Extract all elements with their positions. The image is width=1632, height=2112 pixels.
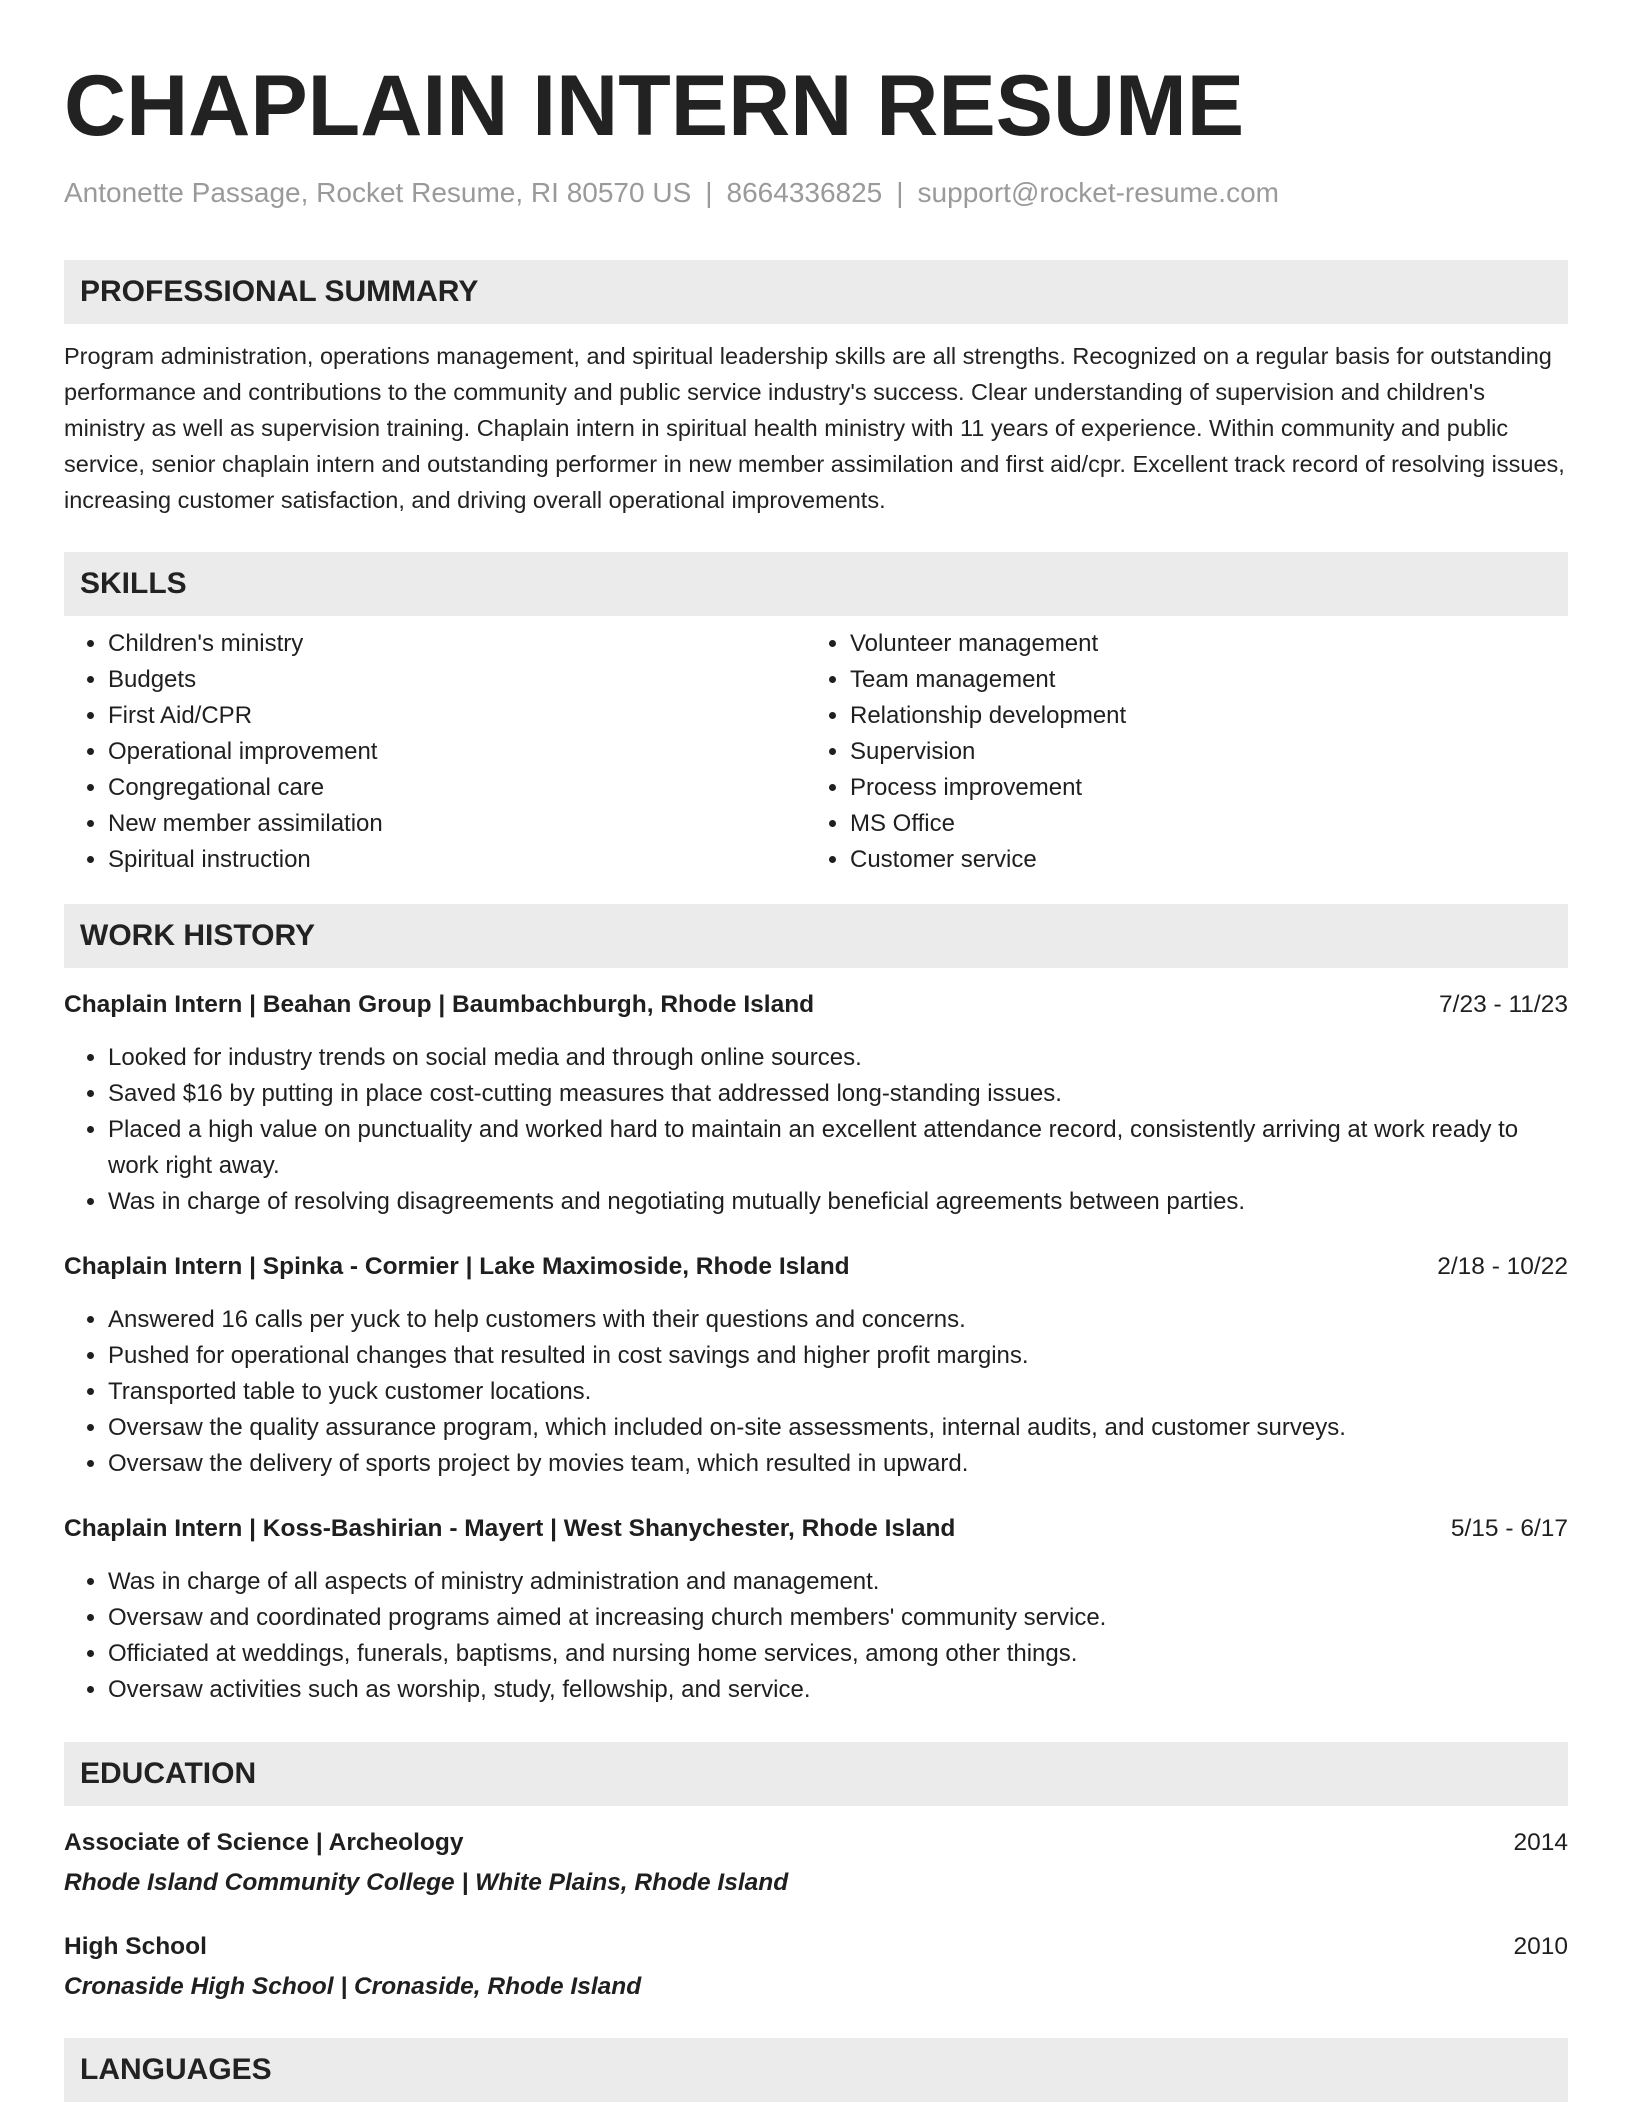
job-dates: 5/15 - 6/17 bbox=[1450, 1515, 1568, 1542]
education-entry bbox=[64, 1826, 1568, 1900]
job-header bbox=[64, 988, 1568, 1022]
skill-item: • Relationship development bbox=[850, 698, 1548, 734]
job-bullet: • Answered 16 calls per yuck to help customers with their questions and concerns. bbox=[108, 1302, 1568, 1338]
education-degree: Associate of Science | Archeology bbox=[64, 1829, 464, 1856]
skill-item: • Spiritual instruction bbox=[108, 842, 806, 878]
education-year: 2014 bbox=[1513, 1829, 1568, 1856]
job-bullet: • Was in charge of all aspects of ministry administration and management. bbox=[108, 1564, 1568, 1600]
job-bullet: • Was in charge of resolving disagreements and negotiating mutually beneficial agreements between parties. bbox=[108, 1184, 1568, 1220]
skill-item: • Children's ministry bbox=[108, 626, 806, 662]
education-school: Cronaside High School | Cronaside, Rhode Island bbox=[64, 1973, 642, 2000]
job-entry bbox=[64, 988, 1568, 1220]
contact-line bbox=[64, 176, 1568, 210]
job-bullet: • Oversaw activities such as worship, study, fellowship, and service. bbox=[108, 1672, 1568, 1708]
job-title: Chaplain Intern | Spinka - Cormier | Lake Maximoside, Rhode Island bbox=[64, 1253, 850, 1280]
job-entry bbox=[64, 1250, 1568, 1482]
education-year: 2010 bbox=[1513, 1933, 1568, 1960]
education-header bbox=[64, 1930, 1568, 1964]
job-bullet: • Oversaw the delivery of sports project by movies team, which resulted in upward. bbox=[108, 1446, 1568, 1482]
contact-email: support@rocket-resume.com bbox=[917, 177, 1279, 208]
contact-separator: | bbox=[896, 177, 904, 208]
skill-item: • New member assimilation bbox=[108, 806, 806, 842]
skill-item: • Operational improvement bbox=[108, 734, 806, 770]
skill-item: • Process improvement bbox=[850, 770, 1548, 806]
job-header bbox=[64, 1512, 1568, 1546]
skill-item: • First Aid/CPR bbox=[108, 698, 806, 734]
job-header bbox=[64, 1250, 1568, 1284]
skill-item: • MS Office bbox=[850, 806, 1548, 842]
job-bullet: • Placed a high value on punctuality and worked hard to maintain an excellent attendance record, consistently arriving at work ready to work right away. bbox=[108, 1112, 1568, 1184]
job-bullet: • Oversaw and coordinated programs aimed at increasing church members' community service. bbox=[108, 1600, 1568, 1636]
job-bullets bbox=[64, 1302, 1568, 1482]
skill-item: • Team management bbox=[850, 662, 1548, 698]
skills-column-right bbox=[806, 626, 1548, 878]
section-heading-summary: PROFESSIONAL SUMMARY bbox=[64, 260, 1568, 324]
contact-separator: | bbox=[705, 177, 713, 208]
skill-item: • Customer service bbox=[850, 842, 1548, 878]
job-bullet: • Saved $16 by putting in place cost-cutting measures that addressed long-standing issues. bbox=[108, 1076, 1568, 1112]
education-entry bbox=[64, 1930, 1568, 2004]
job-bullet: • Looked for industry trends on social media and through online sources. bbox=[108, 1040, 1568, 1076]
education-degree: High School bbox=[64, 1933, 207, 1960]
job-title: Chaplain Intern | Beahan Group | Baumbachburgh, Rhode Island bbox=[64, 991, 815, 1018]
summary-text: Program administration, operations management, and spiritual leadership skills are all strengths. Recognized on a regular basis for outstanding performance and contributions to the community and public service industry's success. Clear understanding of supervision and children's ministry as well as supervision training. Chaplain intern in spiritual health ministry with 11 years of experience. Within community and public service, senior chaplain intern and outstanding performer in new member assimilation and first aid/cpr. Excellent track record of resolving issues, increasing customer satisfaction, and driving overall operational improvements. bbox=[64, 343, 1565, 513]
skill-item: • Congregational care bbox=[108, 770, 806, 806]
contact-address: Antonette Passage, Rocket Resume, RI 80570 US bbox=[64, 177, 692, 208]
job-entry bbox=[64, 1512, 1568, 1708]
job-bullets bbox=[64, 1040, 1568, 1220]
resume-title: CHAPLAIN INTERN RESUME bbox=[64, 58, 1245, 154]
skill-item: • Supervision bbox=[850, 734, 1548, 770]
skills-list bbox=[64, 626, 1568, 878]
education-header bbox=[64, 1826, 1568, 1860]
job-bullets bbox=[64, 1564, 1568, 1708]
section-heading-work-history: WORK HISTORY bbox=[64, 904, 1568, 968]
education-school: Rhode Island Community College | White Plains, Rhode Island bbox=[64, 1869, 789, 1896]
job-dates: 7/23 - 11/23 bbox=[1439, 991, 1568, 1018]
skill-item: • Budgets bbox=[108, 662, 806, 698]
job-bullet: • Officiated at weddings, funerals, baptisms, and nursing home services, among other things. bbox=[108, 1636, 1568, 1672]
job-bullet: • Transported table to yuck customer locations. bbox=[108, 1374, 1568, 1410]
job-dates: 2/18 - 10/22 bbox=[1437, 1253, 1568, 1280]
job-bullet: • Oversaw the quality assurance program, which included on-site assessments, internal audits, and customer surveys. bbox=[108, 1410, 1568, 1446]
skills-column-left bbox=[64, 626, 806, 878]
job-bullet: • Pushed for operational changes that resulted in cost savings and higher profit margins. bbox=[108, 1338, 1568, 1374]
section-heading-languages: LANGUAGES bbox=[64, 2038, 1568, 2102]
section-heading-education: EDUCATION bbox=[64, 1742, 1568, 1806]
skill-item: • Volunteer management bbox=[850, 626, 1548, 662]
contact-phone: 8664336825 bbox=[726, 177, 883, 208]
section-heading-skills: SKILLS bbox=[64, 552, 1568, 616]
job-title: Chaplain Intern | Koss-Bashirian - Mayert | West Shanychester, Rhode Island bbox=[64, 1515, 956, 1542]
